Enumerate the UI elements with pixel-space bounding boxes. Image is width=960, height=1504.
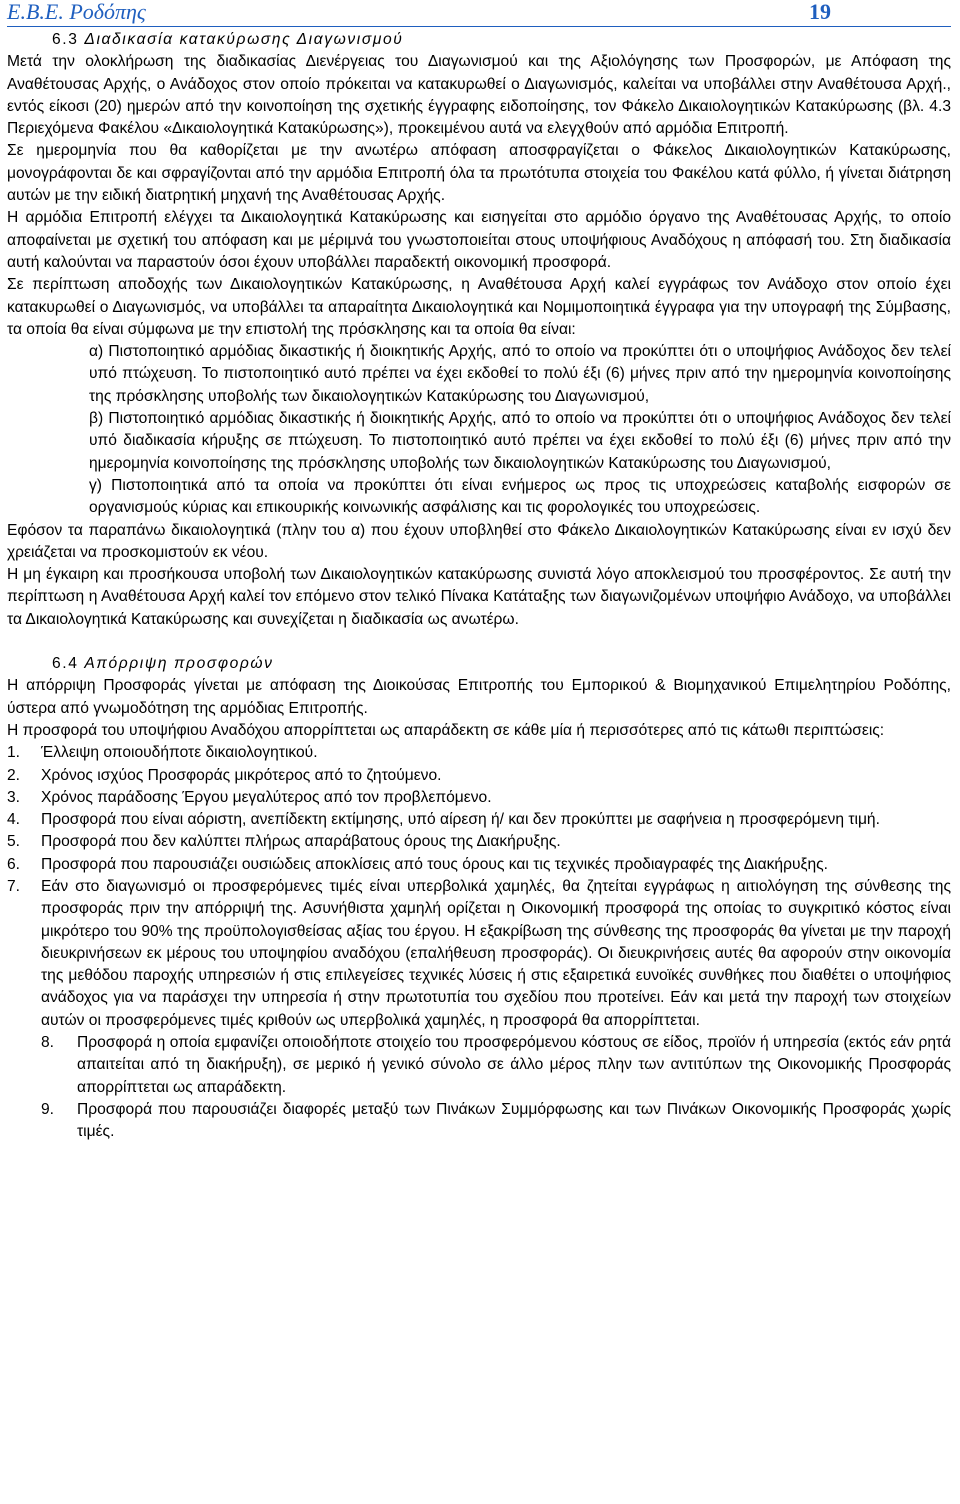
list-item-text: Εάν στο διαγωνισμό οι προσφερόμενες τιμές είναι υπερβολικά χαμηλές, θα ζητείται εγγράφως η αιτιολόγηση της σύνθεσης της προσφοράς πριν την απόρριψή της. Ασυνήθιστα χαμηλή ορίζεται η Οικονομική προσφορά της οποίας το συγκριτικό κόστος είναι μικρότερο του 90% της προϋπολογισθείσας αξίας του έργου. Η εξακρίβωση της σύνθεσης της προσφοράς θα γίνεται με την παροχή διευκρινήσεων εκ μέρους του υποψηφίου αναδόχου (επαλήθευση προσφοράς). Οι διευκρινήσεις αυτές θα αφορούν στην οικονομία της μεθόδου παροχής υπηρεσιών ή στις επιλεγείσες τεχνικές λύσεις ή στις εξαιρετικά ευνοϊκές συνθήκες που διαθέτει ο υποψήφιος ανάδοχος για να παράσχει την υπηρεσία ή στην πρωτοτυπία του σχεδίου που προτείνει. Εάν και μετά την παροχή των στοιχείων αυτών οι προσφερόμενες τιμές κριθούν ως υπερβολικά χαμηλές, η προσφορά θα απορρίπτεται. [41, 877, 951, 1029]
list-number: 4. [7, 811, 21, 829]
sub-item-c: γ) Πιστοποιητικά από τα οποία να προκύπτει ότι είναι ενήμερος ως προς τις υποχρεώσεις καταβολής εισφορών σε οργανισμούς κύριας και επικουρικής κοινωνικής ασφάλισης και τις φορολογικές του υποχρεώσεις. [89, 476, 951, 517]
list-number: 1. [7, 744, 21, 762]
list-item [7, 787, 951, 809]
list-number: 5. [7, 833, 21, 851]
list-item [7, 876, 951, 1032]
running-header [7, 0, 951, 27]
paragraph: Η απόρριψη Προσφοράς γίνεται με απόφαση της Διοικούσας Επιτροπής του Εμπορικού & Βιομηχανικού Επιμελητηρίου Ροδόπης, ύστερα από γνωμοδότηση της αρμόδιας Επιτροπής. [7, 677, 951, 717]
list-item-text: Προσφορά που παρουσιάζει διαφορές μεταξύ των Πινάκων Συμμόρφωσης και των Πινάκων Οικονομικής Προσφοράς χωρίς τιμές. [77, 1100, 951, 1141]
list-number: 3. [7, 788, 21, 806]
list-item-text: Έλλειψη οποιουδήποτε δικαιολογητικού. [41, 744, 318, 762]
paragraph: Η αρμόδια Επιτροπή ελέγχει τα Δικαιολογητικά Κατακύρωσης και εισηγείται στο αρμόδιο όργανο της Αναθέτουσας Αρχής, το οποίο αποφαίνεται με σχετική του απόφαση και με μέριμνά του γνωστοποιείται στους υποψήφιους Αναδόχους η απόφασή του. Στη διαδικασία αυτή καλούνται να παραστούν όσοι έχουν υποβάλλει παραδεκτή οικονομική προσφορά. [7, 209, 951, 271]
list-item-text: Χρόνος παράδοσης Έργου μεγαλύτερος από τον προβλεπόμενο. [41, 788, 492, 806]
section-heading-6-4 [7, 653, 951, 675]
document-body [7, 29, 951, 1144]
list-number: 2. [7, 766, 21, 784]
list-number: 6. [7, 855, 21, 873]
rejection-reasons-list [7, 742, 951, 1143]
paragraph: Σε περίπτωση αποδοχής των Δικαιολογητικών Κατακύρωσης, η Αναθέτουσα Αρχή καλεί εγγράφως τον Ανάδοχο στον οποίο έχει κατακυρωθεί ο Διαγωνισμός, να υποβάλλει τα απαραίτητα Δικαιολογητικά και Νομιμοποιητικά έγγραφα για την υπογραφή της Σύμβασης, τα οποία θα είναι σύμφωνα με την επιστολή της πρόσκλησης και τα οποία θα είναι: [7, 276, 951, 338]
list-item-text: Χρόνος ισχύος Προσφοράς μικρότερος από το ζητούμενο. [41, 766, 442, 784]
list-item-text: Προσφορά που παρουσιάζει ουσιώδεις αποκλίσεις από τους όρους και τις τεχνικές προδιαγραφές της Διακήρυξης. [41, 855, 828, 873]
header-title: Ε.Β.Ε. Ροδόπης [7, 0, 146, 24]
paragraph: Εφόσον τα παραπάνω δικαιολογητικά (πλην του α) που έχουν υποβληθεί στο Φάκελο Δικαιολογητικών Κατακύρωσης είναι εν ισχύ δεν χρειάζεται να προσκομιστούν εκ νέου. [7, 521, 951, 561]
list-item-text: Προσφορά η οποία εμφανίζει οποιοδήποτε στοιχείο του προσφερόμενου κόστους σε είδος, προϊόν ή υπηρεσία (εκτός εάν ρητά απαιτείται από τη διακήρυξη), σε μερικό ή γενικό σύνολο σε άλλο μέρος πλην των αντιτύπων της Οικονομικής Προσφοράς απορρίπτεται ως απαράδεκτη. [77, 1034, 951, 1096]
list-item [7, 742, 951, 764]
paragraph: Η προσφορά του υποψήφιου Αναδόχου απορρίπτεται ως απαράδεκτη σε κάθε μία ή περισσότερες από τις κάτωθι περιπτώσεις: [7, 721, 885, 739]
section-number: 6.3 [52, 31, 79, 48]
paragraph: Η μη έγκαιρη και προσήκουσα υποβολή των Δικαιολογητικών κατακύρωσης συνιστά λόγο αποκλεισμού του προσφέροντος. Σε αυτή την περίπτωση η Αναθέτουσα Αρχή καλεί τον επόμενο στον τελικό Πίνακα Κατάταξης των διαγωνιζομένων υποψήφιο Ανάδοχο, να υποβάλλει τα Δικαιολογητικά Κατακύρωσης και συνεχίζεται η διαδικασία ως ανωτέρω. [7, 566, 951, 628]
paragraph: Μετά την ολοκλήρωση της διαδικασίας Διενέργειας του Διαγωνισμού και της Αξιολόγησης των Προσφορών, με Απόφαση της Αναθέτουσας Αρχής, ο Ανάδοχος στον οποίο πρόκειται να κατακυρωθεί ο Διαγωνισμός, καλείται να υποβάλλει στην Αναθέτουσα Αρχή., εντός είκοσι (20) ημερών από την κοινοποίηση της σχετικής έγγραφης ειδοποίησης, τον Φάκελο Δικαιολογητικών Κατακύρωσης (βλ. 4.3 Περιεχόμενα Φακέλου «Δικαιολογητικά Κατακύρωσης»), προκειμένου αυτά να ελεγχθούν από αρμόδια Επιτροπή. [7, 53, 951, 138]
list-item [7, 809, 951, 831]
list-item [7, 1032, 951, 1099]
list-number: 9. [41, 1100, 55, 1118]
list-item [7, 831, 951, 853]
section-heading-6-3 [7, 29, 951, 51]
list-item-text: Προσφορά που είναι αόριστη, ανεπίδεκτη εκτίμησης, υπό αίρεση ή/ και δεν προκύπτει με σαφήνεια η προσφερόμενη τιμή. [41, 811, 880, 829]
list-number: 8. [41, 1034, 55, 1052]
section-title: Διαδικασία κατακύρωσης Διαγωνισμού [84, 31, 404, 48]
list-item [7, 854, 951, 876]
section-number: 6.4 [52, 655, 79, 673]
section-title: Απόρριψη προσφορών [84, 655, 274, 673]
list-item-text: Προσφορά που δεν καλύπτει πλήρως απαράβατους όρους της Διακήρυξης. [41, 833, 561, 851]
sub-item-a: α) Πιστοποιητικό αρμόδιας δικαστικής ή διοικητικής Αρχής, από το οποίο να προκύπτει ότι ο υποψήφιος Ανάδοχος δεν τελεί υπό πτώχευση. Το πιστοποιητικό αυτό πρέπει να έχει εκδοθεί το πολύ έξι (6) μήνες πριν από την ημερομηνία κοινοποίησης της πρόσκλησης υποβολής των δικαιολογητικών Κατακύρωσης του Διαγωνισμού, [89, 343, 951, 405]
list-number: 7. [7, 877, 21, 895]
list-item [7, 1099, 951, 1144]
paragraph: Σε ημερομηνία που θα καθορίζεται με την ανωτέρω απόφαση αποσφραγίζεται ο Φάκελος Δικαιολογητικών Κατακύρωσης, μονογράφονται δε και σφραγίζονται από την αρμόδια Επιτροπή όλα τα πρωτότυπα στοιχεία του Φακέλου κατά φύλλο, ή γίνεται διάτρηση αυτών με την ειδική διατρητική μηχανή της Αναθέτουσας Αρχής. [7, 142, 951, 205]
sub-item-b: β) Πιστοποιητικό αρμόδιας δικαστικής ή διοικητικής Αρχής, από το οποίο να προκύπτει ότι ο υποψήφιος Ανάδοχος δεν τελεί υπό διαδικασία κήρυξης σε πτώχευση. Το πιστοποιητικό αυτό πρέπει να έχει εκδοθεί το πολύ έξι (6) μήνες πριν από την ημερομηνία κοινοποίησης της πρόσκλησης υποβολής των δικαιολογητικών Κατακύρωσης του Διαγωνισμού, [89, 410, 951, 472]
page-number: 19 [809, 0, 831, 24]
list-item [7, 765, 951, 787]
